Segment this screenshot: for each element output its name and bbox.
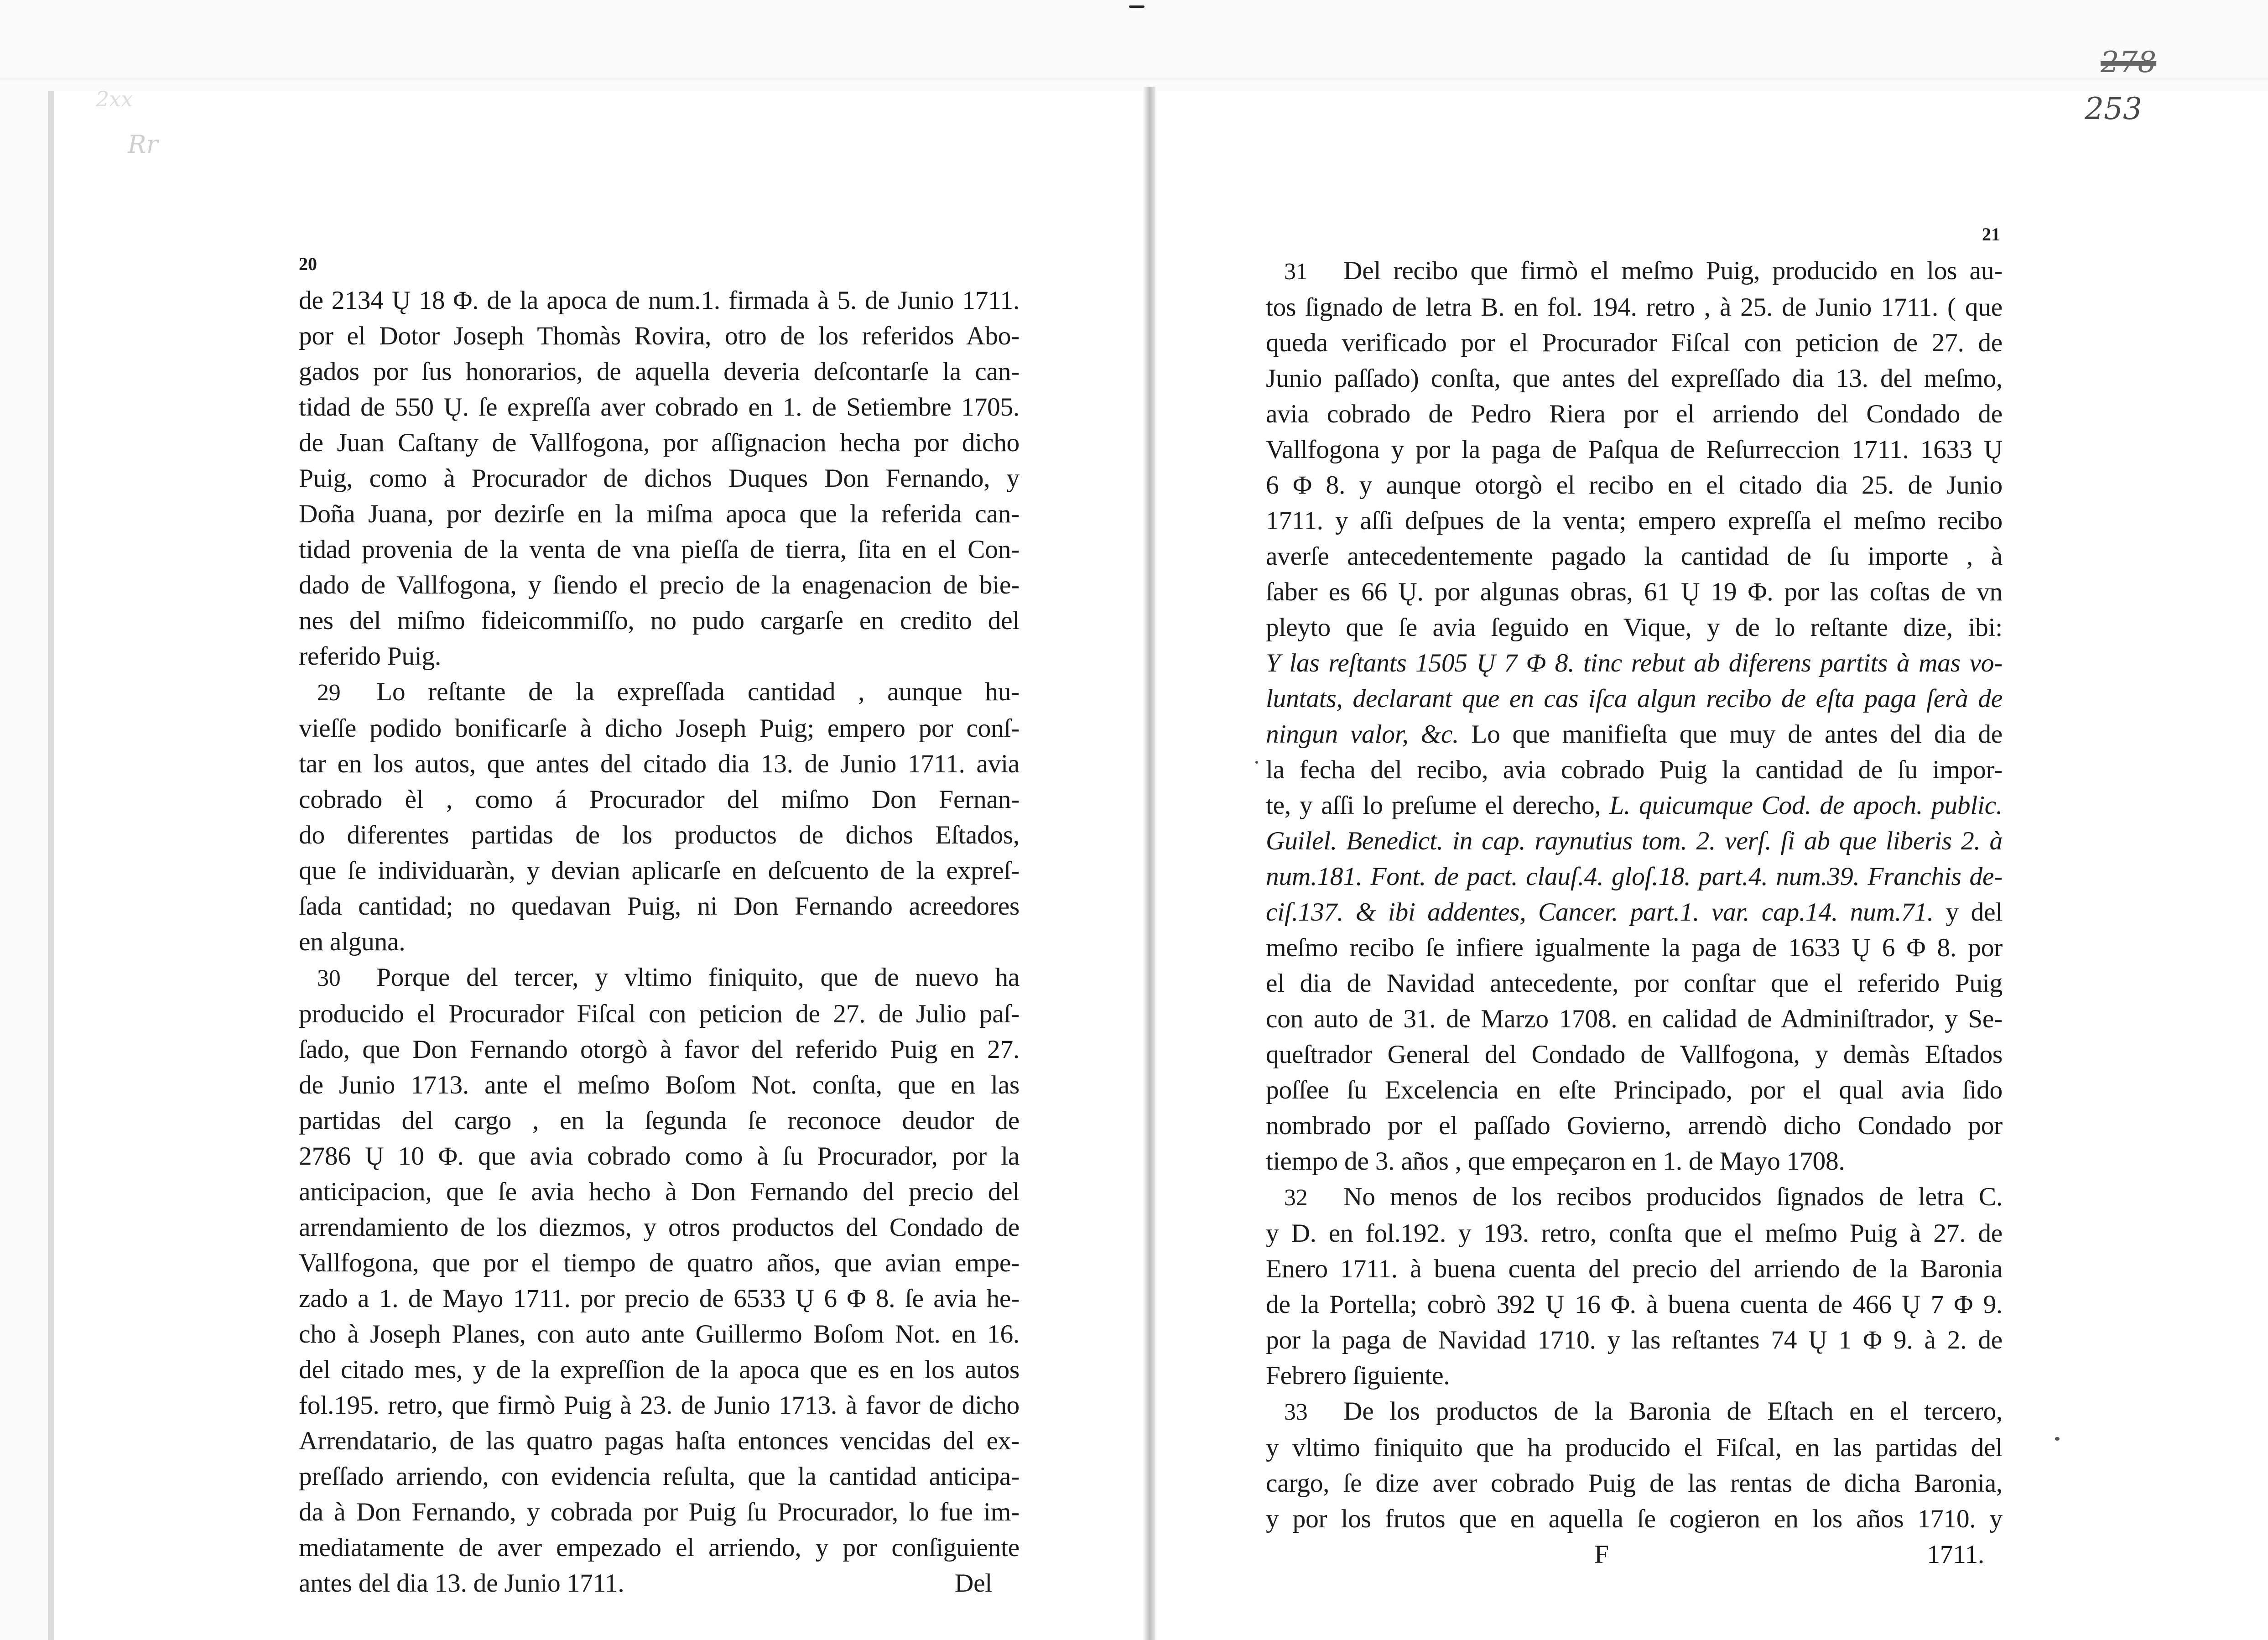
folio-number: 253 [2085, 91, 2142, 126]
quoted-catalan-line: ningun valor, &c. [1266, 720, 1459, 749]
text-line: producido el Procurador Fiſcal con peticion de 27. de Julio paſ- [299, 1000, 1020, 1028]
text-line: con auto de 31. de Marzo 1708. en calidad de Adminiſtrador, y Se- [1266, 1005, 2003, 1033]
paragraph-number: 30 [317, 965, 341, 991]
text-line: nes del miſmo fideicommiſſo, no pudo cargarſe en credito del [299, 606, 1020, 635]
catchword: Del [954, 1569, 992, 1598]
page-number-right: 21 [1982, 224, 2000, 245]
paragraph-31 [1266, 253, 2003, 1179]
text-line: Junio paſſado) conſta, que antes del expreſſado dia 13. del meſmo, [1266, 364, 2003, 393]
legal-citation: Guilel. Benedict. in cap. raynutius tom. 2. verſ. ſi ab que liberis 2. à [1266, 827, 2003, 855]
text-line: meſmo recibo ſe infiere igualmente la paga de 1633 Ų 6 Φ 8. por [1266, 933, 2003, 962]
text-line: antes del dia 13. de Junio 1711. [299, 1569, 624, 1598]
text-line: No menos de los recibos producidos ſignados de letra C. [1343, 1182, 2003, 1211]
text-line: Porque del tercer, y vltimo finiquito, que de nuevo ha [376, 963, 1020, 992]
text-line: y D. en fol.192. y 193. retro, conſta que el meſmo Puig à 27. de [1266, 1219, 2003, 1248]
paragraph-32 [1266, 1179, 2003, 1394]
text-line: Vallfogona, que por el tiempo de quatro años, que avian empe- [299, 1249, 1020, 1277]
text-line: ſado, que Don Fernando otorgò à favor del referido Puig en 27. [299, 1035, 1020, 1064]
faint-annotation: Rr [128, 130, 158, 159]
text-line: zado a 1. de Mayo 1711. por precio de 6533 Ų 6 Φ 8. ſe avia he- [299, 1284, 1020, 1313]
text-line: Febrero ſiguiente. [1266, 1361, 1450, 1390]
text-line: Lo que manifieſta que muy de antes del dia de [1471, 720, 2003, 749]
right-text-column [1266, 253, 2003, 1572]
text-line: por el Dotor Joseph Thomàs Rovira, otro de los referidos Abo- [299, 322, 1020, 350]
legal-citation: L. quicumque Cod. de apoch. public. [1609, 791, 2003, 820]
text-line: Lo reſtante de la expreſſada cantidad , aunque hu- [376, 677, 1020, 706]
text-line: dado de Vallfogona, y ſiendo el precio de la enagenacion de bie- [299, 571, 1020, 599]
text-line: 1711. y aſſi deſpues de la venta; empero expreſſa el meſmo recibo [1266, 506, 2003, 535]
scan-mark [1129, 5, 1144, 8]
text-line: arrendamiento de los diezmos, y otros productos del Condado de [299, 1213, 1020, 1242]
legal-citation: ciſ.137. & ibi addentes, Cancer. part.1. var. cap.14. num.71. [1266, 898, 1934, 927]
text-line: tidad de 550 Ų. ſe expreſſa aver cobrado en 1. de Setiembre 1705. [299, 393, 1020, 422]
text-line: del citado mes, y de la expreſſion de la apoca que es en los autos [299, 1355, 1020, 1384]
text-line: tidad provenia de la venta de vna pieſſa de tierra, ſita en el Con- [299, 535, 1020, 564]
text-line: el dia de Navidad antecedente, por conſtar que el referido Puig [1266, 969, 2003, 998]
legal-citation: num.181. Font. de pact. clauſ.4. gloſ.18. part.4. num.39. Franchis de- [1266, 862, 2003, 891]
text-line: de Juan Caſtany de Vallfogona, por aſſignacion hecha por dicho [299, 428, 1020, 457]
paragraph-30 [299, 960, 1020, 1601]
text-line: por la paga de Navidad 1710. y las reſtantes 74 Ų 1 Φ 9. à 2. de [1266, 1326, 2003, 1354]
ink-speck [1255, 761, 1258, 764]
struck-folio-number: 278 [2101, 46, 2157, 79]
text-line: y vltimo finiquito que ha producido el Fiſcal, en las partidas del [1266, 1433, 2003, 1462]
text-line: referido Puig. [299, 642, 441, 671]
last-line-with-catchword [299, 1566, 1020, 1601]
book-gutter [1143, 87, 1155, 1640]
text-line: Vallfogona y por la paga de Paſqua de Reſurreccion 1711. 1633 Ų [1266, 435, 2003, 464]
text-line: fol.195. retro, que firmò Puig à 23. de Junio 1713. à favor de dicho [299, 1391, 1020, 1420]
text-line: partidas del cargo , en la ſegunda ſe reconoce deudor de [299, 1106, 1020, 1135]
text-line: de Junio 1713. ante el meſmo Boſom Not. conſta, que en las [299, 1071, 1020, 1099]
text-line: Puig, como à Procurador de dichos Duques Don Fernando, y [299, 464, 1020, 493]
paragraph-29 [299, 674, 1020, 960]
page-number-left: 20 [299, 254, 317, 274]
quoted-catalan-line: Y las reſtants 1505 Ų 7 Φ 8. tinc rebut ab diferens partits à mas vo- [1266, 649, 2003, 677]
text-line: la fecha del recibo, avia cobrado Puig la cantidad de ſu impor- [1266, 755, 2003, 784]
carryover-paragraph [299, 283, 1020, 674]
text-line: en alguna. [299, 927, 406, 956]
text-line: pleyto que ſe avia ſeguido en Vique, y de lo reſtante dize, ibi: [1266, 613, 2003, 642]
text-line: Doña Juana, por dezirſe en la miſma apoca que la referida can- [299, 500, 1020, 528]
paragraph-number: 32 [1284, 1185, 1308, 1211]
text-line: tiempo de 3. años , que empeçaron en 1. de Mayo 1708. [1266, 1147, 1845, 1176]
text-line: ſada cantidad; no quedavan Puig, ni Don Fernando acreedores [299, 892, 1020, 921]
text-line: y por los frutos que en aquella ſe cogieron en los años 1710. y [1266, 1505, 2003, 1533]
paragraph-number: 31 [1284, 259, 1308, 285]
text-line: avia cobrado de Pedro Riera por el arriendo del Condado de [1266, 400, 2003, 428]
text-line: Del recibo que firmò el meſmo Puig, producido en los au- [1343, 256, 2003, 285]
text-line: De los productos de la Baronia de Eſtach en el tercero, [1343, 1397, 2003, 1426]
text-line: preſſado arriendo, con evidencia reſulta, que la cantidad anticipa- [299, 1462, 1020, 1491]
text-line: do diferentes partidas de los productos de dichos Eſtados, [299, 821, 1020, 849]
text-line: nombrado por el paſſado Govierno, arrendò dicho Condado por [1266, 1111, 2003, 1140]
text-line: gados por ſus honorarios, de aquella deveria deſcontarſe la can- [299, 357, 1020, 386]
paragraph-number: 33 [1284, 1399, 1308, 1425]
text-line: de 2134 Ų 18 Φ. de la apoca de num.1. firmada à 5. de Junio 1711. [299, 286, 1020, 315]
text-line: 2786 Ų 10 Φ. que avia cobrado como à ſu Procurador, por la [299, 1142, 1020, 1171]
signature-mark: F [1594, 1540, 1609, 1569]
text-line: vieſſe podido bonificarſe à dicho Joseph Puig; empero por conſ- [299, 714, 1020, 743]
paragraph-33 [1266, 1394, 2003, 1537]
ink-speck [2055, 1437, 2060, 1441]
text-line: ſaber es 66 Ų. por algunas obras, 61 Ų 19 Φ. por las coſtas de vn [1266, 578, 2003, 606]
text-line: queda verificado por el Procurador Fiſcal con peticion de 27. de [1266, 328, 2003, 357]
text-line: poſſee ſu Excelencia en eſte Principado, por el qual avia ſido [1266, 1076, 2003, 1104]
text-line: tos ſignado de letra B. en fol. 194. retro , à 25. de Junio 1711. ( que [1266, 293, 2003, 322]
text-line: Arrendatario, de las quatro pagas haſta entonces vencidas del ex- [299, 1427, 1020, 1455]
faint-annotation: 2xx [96, 87, 133, 111]
text-line: averſe antecedentemente pagado la cantidad de ſu importe , à [1266, 542, 2003, 571]
text-line: tar en los autos, que antes del citado dia 13. de Junio 1711. avia [299, 750, 1020, 778]
text-line: 6 Φ 8. y aunque otorgò el recibo en el citado dia 25. de Junio [1266, 471, 2003, 500]
text-line: te, y aſſi lo preſume el derecho, [1266, 791, 1601, 820]
text-line: Enero 1711. à buena cuenta del precio del arriendo de la Baronia [1266, 1255, 2003, 1283]
text-line: que ſe individuaràn, y devian aplicarſe en deſcuento de la expreſ- [299, 856, 1020, 885]
text-line: y del [1945, 898, 2003, 927]
text-line: mediatamente de aver empezado el arriendo, y por conſiguiente [299, 1533, 1020, 1562]
scan-background-edge [0, 78, 2268, 81]
left-text-column [299, 283, 1020, 1601]
catchword: 1711. [1927, 1540, 1984, 1569]
quoted-catalan-line: luntats, declarant que en cas iſca algun recibo de eſta paga ſerà de [1266, 684, 2003, 713]
text-line: cobrado èl , como á Procurador del miſmo Don Fernan- [299, 785, 1020, 814]
text-line: da à Don Fernando, y cobrada por Puig ſu Procurador, lo fue im- [299, 1498, 1020, 1526]
text-line: cho à Joseph Planes, con auto ante Guillermo Boſom Not. en 16. [299, 1320, 1020, 1348]
text-line: de la Portella; cobrò 392 Ų 16 Φ. à buena cuenta de 466 Ų 7 Φ 9. [1266, 1290, 2003, 1319]
paragraph-number: 29 [317, 680, 341, 706]
page-footer [1266, 1537, 2003, 1572]
text-line: queſtrador General del Condado de Vallfogona, y demàs Eſtados [1266, 1040, 2003, 1069]
text-line: anticipacion, que ſe avia hecho à Don Fernando del precio del [299, 1177, 1020, 1206]
text-line: cargo, ſe dize aver cobrado Puig de las rentas de dicha Baronia, [1266, 1469, 2003, 1498]
